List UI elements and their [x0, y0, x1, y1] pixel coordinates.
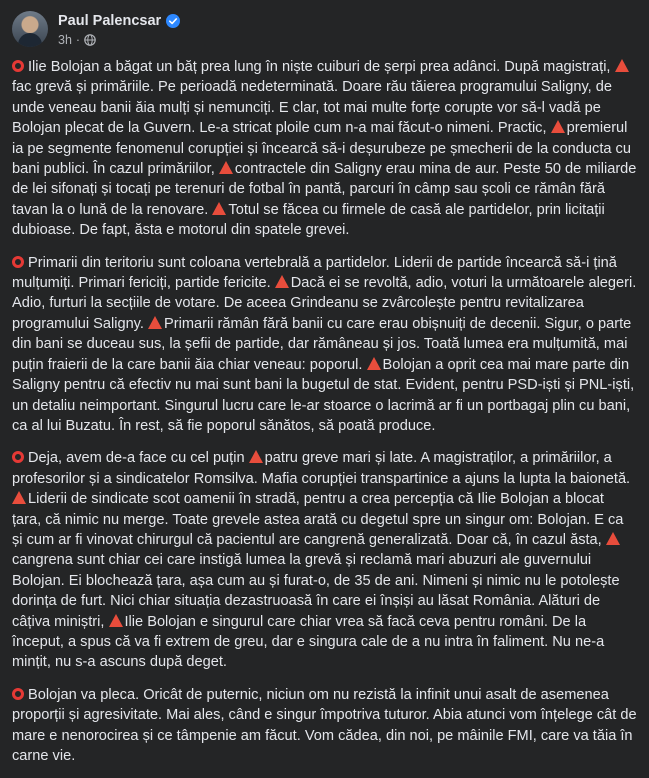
post-header: [12, 8, 180, 52]
post-timestamp[interactable]: 3h: [58, 33, 72, 47]
paragraph-text: Ilie Bolojan a băgat un băț prea lung în niște cuiburi de șerpi prea adânci. După magistrați,: [28, 59, 615, 75]
paragraph-text: Primarii din teritoriu sunt coloana vertebrală a partidelor. Liderii de partide încearcă să-i țină mulțumiți. Primari fericiți, partide fericite.: [12, 254, 617, 292]
verified-badge-icon: [166, 14, 180, 28]
red-triangle-icon: [219, 161, 233, 174]
timestamp-row: [58, 31, 180, 49]
paragraph-text: fac grevă și primăriile. Pe perioadă nedeterminată. Doare rău tăierea programului Saligny, de unde veneau banii ăia mulți și nemunciți. E clar, tot mai multe forțe corupte vor să-l vadă pe Bolojan plecat de la Guvern. Le-a stricat ploile cum n-a mai făcut-o nimeni. Practic,: [12, 79, 613, 137]
red-triangle-icon: [606, 532, 620, 545]
paragraph-text: Bolojan va pleca. Oricât de puternic, niciun om nu rezistă la infinit unui asalt de asemenea proporții și agresivitate. Mai ales, când e singur împotriva tuturor. Abia atunci vom înțelege cât de mare e nenorocirea și ce tâmpenie am făcut. Vom cădea, din noi, pe mâinile FMI, care va tăia în carne vie.: [12, 686, 637, 764]
author-row: [58, 11, 180, 31]
meta-separator: ·: [75, 33, 81, 47]
red-triangle-icon: [212, 202, 226, 215]
paragraph-text: Dacă ei se revoltă, adio, voturi la următoarele alegeri. Adio, furturi la secțiile de votare. De aceea Grindeanu se zvârcolește pentru revitalizarea programului Saligny.: [12, 275, 637, 332]
red-triangle-icon: [249, 450, 263, 463]
paragraph-text: cangrena sunt chiar cei care instigă lumea la grevă și reclamă mari abuzuri ale guvernului Bolojan. Ei blochează țara, așa cum au și furat-o, de 35 de ani. Nimeni și nimic nu le potolește dorința de furt. Nici chiar situația dezastruoasă în care ei înșiși au lăsat România. Alături de câțiva miniștri,: [12, 552, 620, 630]
red-triangle-icon: [615, 59, 629, 72]
paragraph-text: patru greve mari și late. A magistraților, a primăriilor, a profesorilor și a sindicatelor Romsilva. Mafia corupției transpartinice a ajuns la lupta la baionetă.: [12, 450, 631, 487]
post-paragraph: [12, 448, 637, 672]
paragraph-text: Primarii rămân fără banii cu care erau obișnuiți de decenii. Sigur, o parte din bani se duceau sus, la șefii de partide, dar rămâneau și jos. Toată lumea era mulțumită, mai puțin fraierii de la care banii ăia chiar veneau: poporul.: [12, 315, 632, 373]
red-triangle-icon: [367, 357, 381, 370]
post-paragraph: [12, 253, 637, 437]
author-avatar[interactable]: [12, 11, 48, 47]
red-circle-icon: [12, 451, 24, 463]
paragraph-text: Ilie Bolojan e singurul care chiar vrea să facă ceva pentru români. De la început, a spus că va fi extrem de greu, dar e singura cale de a nu intra în faliment. Nu ne-a mințit, nu s-a ascuns după deget.: [12, 613, 605, 671]
red-triangle-icon: [275, 275, 289, 288]
paragraph-text: Totul se făcea cu firmele de casă ale partidelor, prin licitații dubioase. De fapt, ăsta e motorul din spatele grevei.: [12, 201, 605, 239]
red-triangle-icon: [551, 120, 565, 133]
paragraph-text: Deja, avem de-a face cu cel puțin: [28, 450, 249, 467]
red-triangle-icon: [109, 614, 123, 627]
post-body: [12, 57, 637, 778]
post-paragraph: [12, 57, 637, 241]
red-circle-icon: [12, 256, 24, 268]
red-circle-icon: [12, 688, 24, 700]
globe-icon[interactable]: [84, 34, 96, 46]
paragraph-text: premierul ia pe segmente fenomenul corupției și încearcă să-i deșurubeze pe șmecherii de la conducta cu bani publici. În cazul primăriilor,: [12, 120, 631, 178]
paragraph-text: Bolojan a oprit cea mai mare parte din Saligny pentru că efectiv nu mai sunt bani la bugetul de stat. Evident, pentru PSD-iști și PNL-iști, un detaliu neimportant. Singurul lucru care le-ar stoarce o lacrimă ar fi un portbagaj plin cu bani, ca al lui Buzatu. În rest, să fie poporul sănătos, să poată produce.: [12, 356, 635, 434]
red-triangle-icon: [12, 491, 26, 504]
red-circle-icon: [12, 60, 24, 72]
paragraph-text: contractele din Saligny erau mina de aur. Peste 50 de miliarde de lei sifonați și tocați pe terenuri de fotbal în pantă, parcuri în câmp sau școli ce rămân fără tavan la o lună de la renovare.: [12, 161, 637, 218]
paragraph-text: Liderii de sindicate scot oamenii în stradă, pentru a crea percepția că Ilie Bolojan a blocat țara, că nimic nu merge. Toate grevele astea arată cu degetul spre un singur om: Bolojan. E ca și cum ar fi vinovat chirurgul că pacientul are cangrenă generalizată. Doar că, în cazul ăsta,: [12, 491, 624, 548]
author-name[interactable]: Paul Palencsar: [58, 13, 162, 29]
red-triangle-icon: [148, 316, 162, 329]
post-meta: [58, 11, 180, 49]
post-paragraph: [12, 685, 637, 767]
